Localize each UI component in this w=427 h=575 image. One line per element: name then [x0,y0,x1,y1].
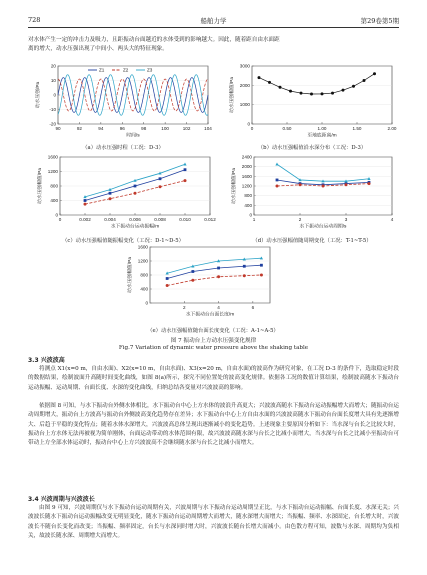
y-tick-label: 1200 [47,169,58,174]
caption-chart-b: （b）动水压强幅值沿水深分布（工况：D-3） [257,145,367,151]
data-point-z3 [275,163,278,166]
header-rule [28,27,399,28]
chart-pressure-time-history [28,60,218,152]
data-point-z2 [84,203,87,206]
caption-chart-c: （c）动水压强幅值随振幅变化（工况：D-1~D-5） [62,238,184,244]
y-axis-label: 动水压强幅值/Pa [128,257,133,293]
page-number: 728 [28,16,41,24]
y-tick-label: 1200 [241,183,252,189]
data-point-z1 [84,199,87,202]
x-tick-label: 0.50 [282,126,292,131]
x-tick-label: 2 [183,305,186,310]
data-point-z2 [260,274,263,277]
data-point [331,92,334,95]
y-tick-label: 0 [249,212,252,218]
x-tick-label: 94 [98,126,104,131]
y-tick-label: 1600 [137,244,148,250]
data-point-z2 [299,183,302,186]
y-tick-label: 1200 [137,258,148,264]
caption-chart-d: （d）动水压强幅值随周期变化（工况：T-1~T-5） [252,238,372,244]
y-tick-label: 1600 [241,173,252,179]
x-tick-label: 4 [217,305,220,310]
y-tick-label: 3000 [239,63,250,69]
x-tick-label: 0.012 [204,217,216,222]
data-point-z2 [345,183,348,186]
x-tick-label: 0.008 [154,217,166,222]
y-tick-label: 10 [50,78,56,83]
x-tick-label: 0.010 [179,217,191,222]
data-point-z2 [243,274,246,277]
data-point [342,89,345,92]
data-point-z2 [322,185,325,188]
legend-label-z1: Z1 [99,67,105,73]
x-tick-label: 96 [119,126,125,131]
data-point [373,72,376,75]
chart-pressure-vs-period [222,153,402,241]
x-tick-label: 1.00 [317,126,327,131]
legend-label-z2: Z2 [123,67,129,73]
figure-title-cn: 图 7 振动台上方动水压强变化规律 [170,338,257,344]
x-axis-label: 水下振动台运动振幅/m [110,224,160,230]
data-point [310,93,313,96]
y-tick-label: 0 [145,300,148,306]
section-heading-3-3: 3.3 兴波波高 [28,357,65,364]
data-point-z1 [243,265,246,268]
journal-name: 船舶力学 [200,17,227,25]
y-axis-label: 动水压强幅值/Pa [230,77,235,113]
x-tick-label: 92 [76,126,82,131]
y-axis-label: 动水压强幅值/Pa [38,168,43,204]
x-axis-label: 时间/s [126,133,140,139]
data-point-z1 [109,192,112,195]
data-point-z2 [166,284,169,287]
section-3-3-paragraph-1: 将测点 X1(x=0 m，自由水面)、X2(x=10 m，自由水面)、X3(x=20 m，自由水面)的波高作为研究对象，在工况 D-3 的条件下，选取稳定时段的数据结果，绘制波面升高随时间变化曲线，如图 8(a)所示，探究不同位置处的波高变化规律。依据各工况的数值计算结果，绘制波高随水下振动台运动振幅、运动周期、台面长度、水深的变化曲线，归纳总结各变量对兴波波高的影响。 [28,366,399,391]
data-point [289,90,292,93]
chart-pressure-depth-distribution [222,60,402,152]
data-point [352,85,355,88]
data-point-z2 [368,182,371,185]
series-line-z2 [167,275,261,286]
data-point [258,76,261,79]
y-tick-label: 0 [247,121,250,127]
y-tick-label: 1600 [47,154,58,160]
data-point-z2 [134,192,137,195]
y-tick-label: 400 [50,198,58,203]
data-point [363,79,366,82]
intro-line-2: 离的增大，动水压强出现了中间小、两头大的特征现象。 [28,46,168,52]
y-tick-label: 400 [140,286,148,292]
x-tick-label: 0 [58,217,62,222]
chart-pressure-vs-table-length [118,243,308,329]
caption-chart-a: （a）动水压强时程（工况：D-3） [82,145,164,151]
x-tick-label: 0.006 [129,217,141,222]
x-tick-label: 0 [250,126,254,131]
figure-title-en: Fig.7 Variation of dynamic water pressure above the shaking table [118,345,309,351]
volume-issue: 第29卷第5期 [360,17,399,25]
x-axis-label: 水下振动台台面长度/m [185,312,235,318]
section-heading-3-4: 3.4 兴波周期与兴波波长 [28,496,95,503]
chart-pressure-vs-amplitude [28,153,218,241]
y-tick-label: 800 [50,183,58,189]
data-point-z1 [276,179,279,182]
x-tick-label: 6 [251,305,255,310]
y-tick-label: 2000 [239,82,250,88]
series-line-z1 [167,265,261,278]
x-tick-label: 1 [252,217,256,222]
data-point-z2 [184,179,187,182]
legend-label-z3: Z3 [147,67,153,73]
data-point-z1 [184,168,187,171]
data-point-z1 [191,270,194,273]
y-tick-label: 2400 [241,154,252,160]
x-tick-label: 2 [298,217,302,222]
data-point-z1 [159,177,162,180]
x-tick-label: 100 [161,126,169,131]
data-point-z2 [109,197,112,200]
y-tick-label: 800 [244,193,252,199]
data-point [321,92,324,95]
y-tick-label: 0 [55,212,58,218]
y-tick-label: 1000 [239,102,250,108]
x-tick-label: 0.002 [79,217,91,222]
x-tick-label: 98 [141,126,147,131]
data-point-z2 [159,185,162,188]
y-axis-label: 动水压强/Pa [36,81,41,109]
data-point-z1 [260,264,263,267]
y-tick-label: -10 [49,107,56,112]
data-point-z1 [217,267,220,270]
data-point [279,86,282,89]
section-3-3-paragraph-2: 依据图 8 可知，与水下振动台外侧水体相比，水下振动台中心上方水体的波浪升高更大；兴波波高随水下振动台运动振幅增大而增大；随振动台运动周期增大，振动台上方波高与振动台外侧波高变化趋势存在差异；水下振动台中心上方自由水面的兴波波高随水下振动台台面长度增大具有先逐渐增大、后趋于平稳的变化特点；随着水体水深增大，兴波波高总体呈现出逐渐减小的变化趋势。上述现象主要原因分析如下：当水深与台长之比较大时，振动台上方水体无法再被视为简单刚体，台面运动带动的水体范围有限，故兴波波高随水深与台长之比减小而增大，当水深与台长之比减小至振动台可带动上方全部水体运动时，振动台中心上方兴波波高不会继续随水深与台长之比减小而增大。 [28,403,399,447]
data-point-z1 [166,277,169,280]
section-3-4-paragraph-1: 由图 9 可知，兴波周期仅与水下振动台运动周期有关，兴波周期与水下振动台运动周期呈正比，与水下振动台运动振幅、台面长度、水深无关；兴波波长随水下振动台运动振幅改变无明显变化，随水下振动台运动周期增大而增大，随水深增大而增大；当振幅、频率、水深固定，台长增大时，兴波波长不随台长变化而改变；当振幅、频率固定，台长与水深同时增大时，兴波波长随台长增大而减小。由色散方程可知，波数与水深、周期均为负相关，故波长随水深、周期增大而增大。 [28,505,399,539]
data-point-z2 [217,275,220,278]
y-tick-label: 2000 [241,164,252,170]
x-tick-label: 1.50 [352,126,362,131]
data-point-z2 [191,279,194,282]
x-tick-label: 3 [344,217,348,222]
y-tick-label: 20 [50,63,56,69]
x-tick-label: 104 [204,126,212,131]
x-tick-label: 90 [55,126,61,131]
data-point [300,92,303,95]
data-point-z1 [134,185,137,188]
x-axis-label: 水下振动台运动周期/s [299,224,347,230]
data-point [268,81,271,84]
series-line [259,74,375,94]
y-tick-label: 400 [244,202,252,208]
x-tick-label: 102 [182,126,191,131]
x-tick-label: 4 [390,217,394,222]
y-tick-label: 800 [140,272,148,278]
data-point-z3 [183,163,186,166]
y-axis-label: 动水压强幅值/Pa [232,168,237,204]
caption-chart-e: （e）动水压强幅值随台面长度变化（工况：A-1~A-5） [147,328,279,334]
x-tick-label: 0.004 [104,217,116,222]
x-axis-label: 至地底距离/m [307,133,337,139]
x-tick-label: 2.00 [387,126,397,131]
intro-line-1: 对水体产生一定的冲击力及吸力，且距振动台面越近的水体受到的影响越大。因此，随着距自由水面距 [28,37,280,43]
y-tick-label: 0 [53,92,56,98]
data-point-z2 [276,185,279,188]
y-tick-label: -20 [49,121,56,127]
